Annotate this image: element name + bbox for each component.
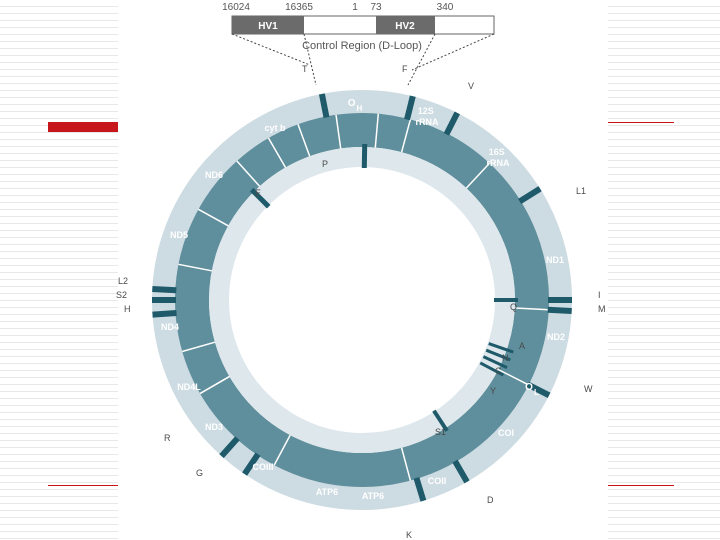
control-region-bar: [222, 2, 494, 85]
trna-label-n: N: [502, 353, 509, 363]
gene-label-nd3: ND3: [204, 422, 224, 432]
gene-label-nd6: ND6: [204, 170, 224, 180]
gene-label-cytb: cyt b: [264, 123, 286, 133]
trna-label-s2: S2: [116, 290, 128, 300]
gene-label-atp6: ATP6: [361, 491, 385, 501]
position-label: 16024: [222, 2, 250, 13]
gene-ring: [192, 130, 532, 470]
position-label: 16365: [285, 2, 313, 13]
trna-marker: [548, 310, 572, 311]
gene-label-nd5: ND5: [169, 230, 189, 240]
position-label: 340: [436, 2, 454, 13]
trna-label-e: E: [255, 188, 262, 198]
control-region-caption: Control Region (D-Loop): [302, 40, 422, 52]
trna-label-c: C: [495, 366, 502, 376]
origin-ol: $O_L$: [525, 382, 539, 397]
position-label: 1: [352, 2, 358, 13]
trna-label-a: A: [519, 341, 526, 351]
gene-label-atp6: ATP6: [315, 487, 339, 497]
trna-label-f: F: [402, 64, 408, 74]
trna-marker: [153, 313, 177, 315]
trna-label-m: M: [598, 304, 606, 314]
gene-label-nd4l: ND4L: [177, 382, 201, 392]
leader-line: [232, 34, 310, 65]
trna-label-l2: L2: [118, 276, 129, 286]
trna-label-q: Q: [510, 302, 518, 312]
gene-label-coiii: COIII: [252, 462, 274, 472]
trna-label-h: H: [124, 304, 131, 314]
gene-label-coii: COII: [427, 476, 447, 486]
hv2-label: HV2: [395, 21, 415, 32]
trna-label-i: I: [598, 290, 601, 300]
origin-oh: $O_H$: [347, 98, 363, 113]
gene-label-nd2: ND2: [546, 332, 566, 342]
rrna-label-16s: 16S rRNA: [486, 147, 510, 168]
trna-label-t: T: [302, 64, 308, 74]
position-label: 73: [370, 2, 382, 13]
gene-label-nd4: ND4: [160, 322, 180, 332]
trna-label-v: V: [468, 81, 475, 91]
hv1-label: HV1: [258, 21, 278, 32]
trna-label-l1: L1: [576, 186, 587, 196]
trna-label-w: W: [584, 384, 593, 394]
gene-label-coi: COI: [497, 428, 515, 438]
leader-line: [412, 34, 494, 70]
trna-label-r: R: [164, 433, 171, 443]
trna-marker: [152, 289, 176, 290]
trna-label-g: G: [196, 468, 204, 478]
trna-label-p: P: [322, 159, 329, 169]
trna-label-d: D: [487, 495, 494, 505]
trna-label-s1: S1: [435, 427, 447, 437]
trna-label-k: K: [406, 530, 413, 540]
rrna-label-12s: 12S rRNA: [415, 106, 439, 127]
trna-label-y: Y: [490, 386, 497, 396]
gene-label-nd1: ND1: [545, 255, 565, 265]
